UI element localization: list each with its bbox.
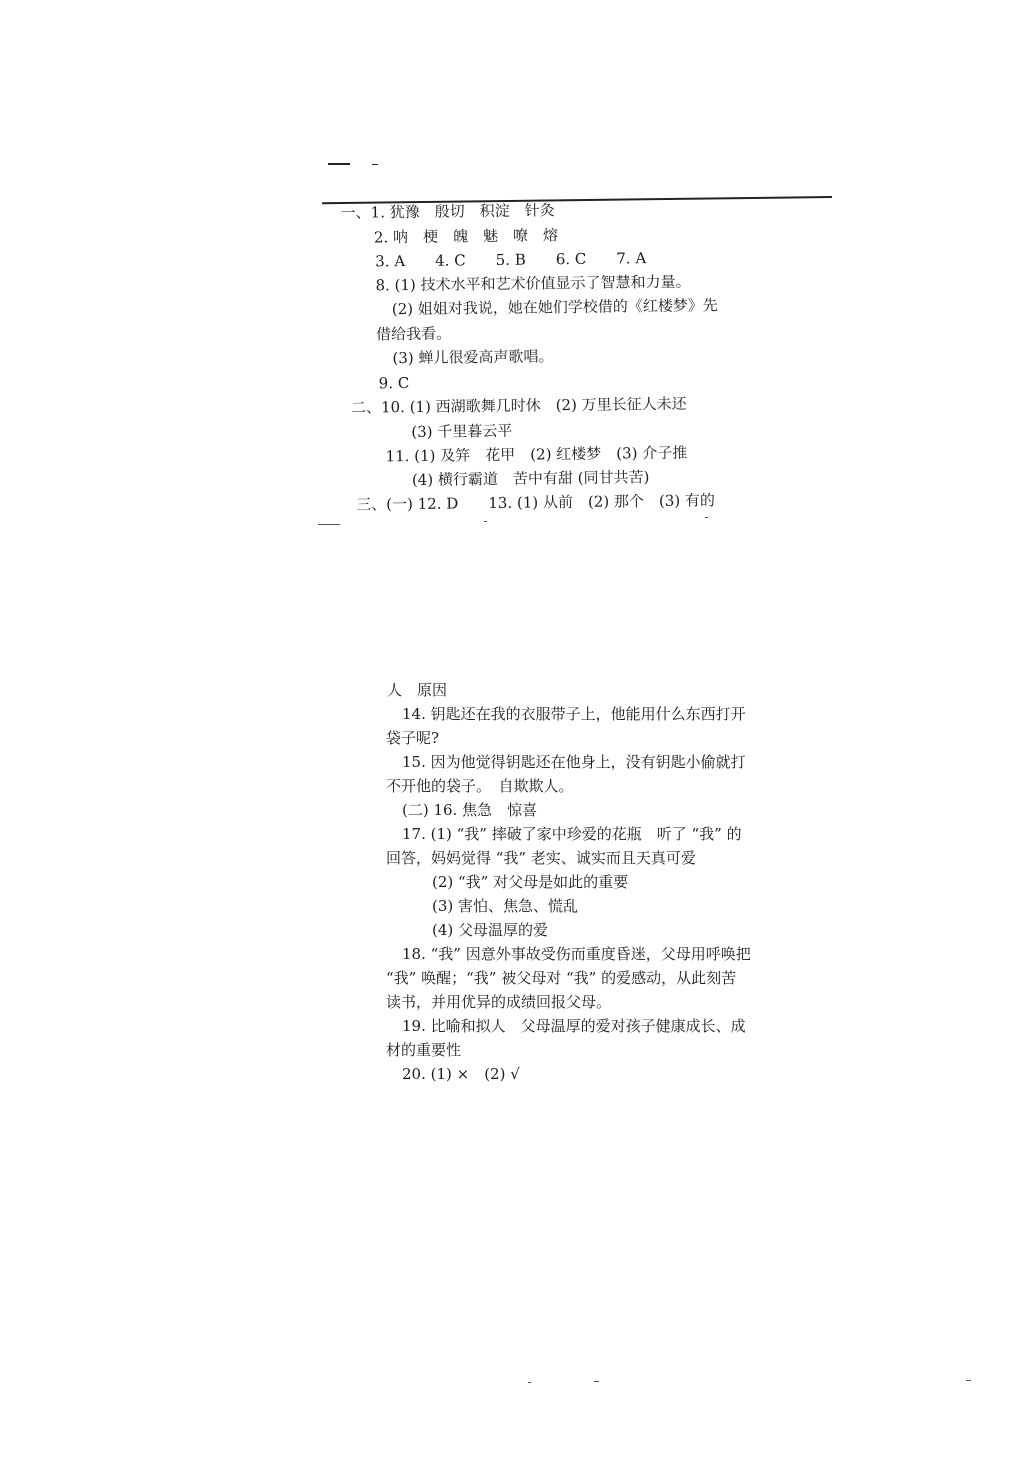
scan-speck (966, 1380, 971, 1381)
answer-line-15-cont: 不开他的袋子。 自欺欺人。 (386, 777, 574, 795)
answer-line-9: 9. C (378, 374, 410, 393)
answer-line-17-1: 17. (1) “我” 摔破了家中珍爱的花瓶 听了 “我” 的 (402, 825, 742, 843)
answer-line-18-cont: “我” 唤醒；“我” 被父母对 “我” 的爱感动，从此刻苦 (386, 969, 737, 987)
scan-speck (484, 521, 487, 522)
answer-line-13-cont: 人 原因 (387, 681, 448, 699)
answer-line-14: 14. 钥匙还在我的衣服带子上，他能用什么东西打开 (402, 705, 746, 723)
header-dash-mark (328, 163, 350, 165)
answer-line-10: 二、10. (1) 西湖歌舞几时休 (2) 万里长征人未还 (350, 394, 687, 417)
answer-line-17-3: (3) 害怕、焦急、慌乱 (432, 897, 579, 915)
answer-line-19: 19. 比喻和拟人 父母温厚的爱对孩子健康成长、成 (402, 1017, 746, 1035)
header-dash-small-mark (372, 164, 378, 165)
scan-speck (705, 517, 708, 518)
answer-line-8-2-cont: 借给我看。 (376, 324, 452, 344)
answer-line-12-13: 三、(一) 12. D 13. (1) 从前 (2) 那个 (3) 有的 (356, 491, 716, 514)
answer-line-11: 11. (1) 及笄 花甲 (2) 红楼梦 (3) 介子推 (385, 443, 688, 466)
answer-line-2: 2. 呐 梗 魄 魅 嘹 熔 (373, 226, 559, 247)
answer-line-18: 18. “我” 因意外事故受伤而重度昏迷，父母用呼唤把 (402, 945, 751, 963)
answer-line-17-4: (4) 父母温厚的爱 (432, 921, 549, 939)
scan-speck (528, 1382, 531, 1383)
answer-line-20: 20. (1) × (2) √ (402, 1065, 520, 1083)
answer-line-18-end: 读书，并用优异的成绩回报父母。 (386, 993, 612, 1011)
answer-line-17-1-cont: 回答，妈妈觉得 “我” 老实、诚实而且天真可爱 (386, 849, 696, 867)
scan-speck (594, 1381, 599, 1382)
answer-line-1: 一、1. 犹豫 殷切 积淀 针灸 (340, 201, 555, 222)
scan-speck (318, 524, 340, 525)
answer-line-14-cont: 袋子呢? (386, 729, 440, 747)
answer-line-11-4: (4) 横行霸道 苦中有甜 (同甘共苦) (411, 468, 650, 490)
answer-line-16: (二) 16. 焦急 惊喜 (402, 801, 538, 819)
answer-line-8-3: (3) 蝉儿很爱高声歌唱。 (392, 347, 554, 368)
answer-line-8-1: 8. (1) 技术水平和艺术价值显示了智慧和力量。 (375, 272, 691, 295)
answer-line-19-cont: 材的重要性 (386, 1041, 462, 1059)
answer-line-17-2: (2) “我” 对父母是如此的重要 (432, 873, 629, 891)
answer-line-10-3: (3) 千里暮云平 (411, 421, 513, 442)
answer-line-15: 15. 因为他觉得钥匙还在他身上，没有钥匙小偷就打 (402, 753, 746, 771)
answer-line-3: 3. A 4. C 5. B 6. C 7. A (375, 249, 647, 271)
answer-line-8-2: (2) 姐姐对我说，她在她们学校借的《红楼梦》先 (391, 296, 718, 319)
